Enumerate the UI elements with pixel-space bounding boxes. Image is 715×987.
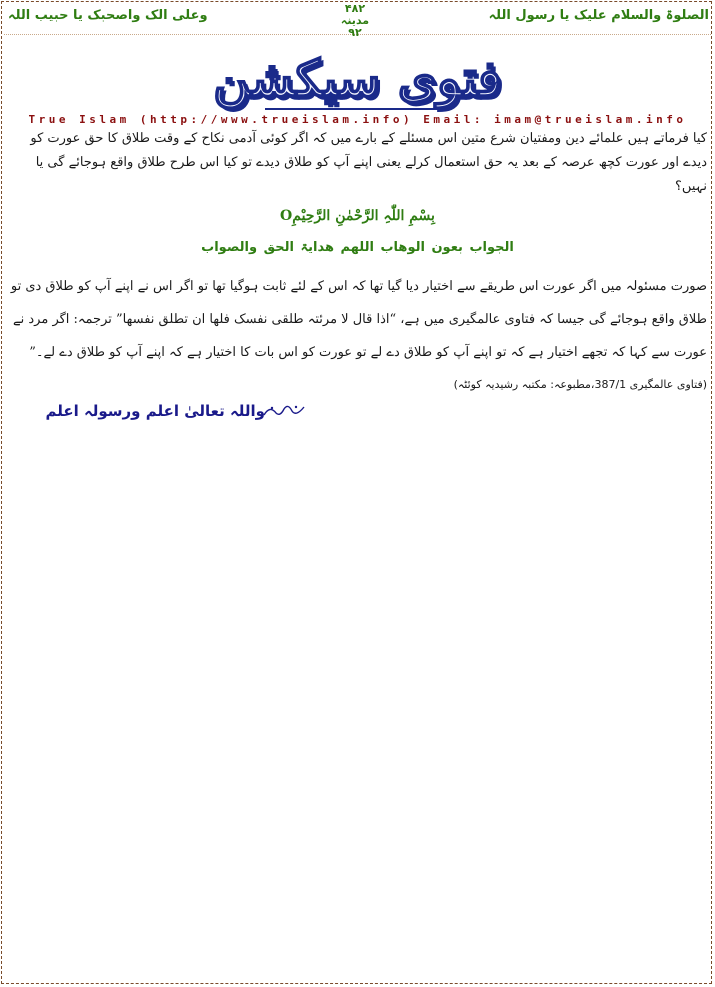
closing-statement: واللہ تعالیٰ اعلم ورسولہ اعلم: [45, 402, 265, 420]
fatwa-number: [330, 3, 380, 39]
fatwa-number-line2: مدینہ: [340, 14, 370, 27]
salutation-left: وعلی الک واصحبک یا حبیب اللہ: [8, 8, 208, 23]
title-wrap: [0, 50, 715, 110]
site-contact-line: True Islam (http://www.trueislam.info) Email: imam@trueislam.info: [28, 113, 687, 126]
reference-citation: (فتاوی عالمگیری 387/1،مطبوعہ: مکتبہ رشیدیہ کوئٹہ): [453, 378, 707, 391]
fatwa-number-line1: ۴۸۲: [344, 2, 366, 15]
question-text: کیا فرماتے ہیں علمائے دین ومفتیان شرع متین اس مسئلے کے بارے میں کہ اگر کوئی آدمی نکاح کے وقت طلاق کا حق عورت کو دیدے اور عورت کچھ عرصہ کے بعد یہ حق استعمال کرلے یعنی اپنے آپ کو طلاق دیدے تو کیا اس طرح طلاق واقع ہوجائے گی یا نہیں؟: [30, 131, 707, 194]
salutation-right: الصلوۃ والسلام علیک یا رسول اللہ: [488, 8, 709, 23]
bismillah: بِسْمِ اللّٰہِ الرَّحْمٰنِ الرَّحِیْمِO: [280, 208, 435, 224]
title-underline: [265, 108, 450, 110]
answer-text: صورت مسئولہ میں اگر عورت اس طریقے سے اختیار دیا گیا تھا کہ اس کے لئے ثابت ہوگیا تھا تو اگر اس نے اپنے آپ کو طلاق دی تو طلاق واقع ہوجائے گی جیسا کہ فتاوی عالمگیری میں ہے، “اذا قال لا مرئتہ طلقی نفسک فلھا ان تطلق نفسھا” ترجمہ: اگر مرد نے عورت سے کہا کہ تجھے اختیار ہے کہ تو اپنے آپ کو طلاق دے لے تو عورت کو اس بات کا اختیار ہے کہ اپنے آپ کو طلاق دے لے۔”: [10, 279, 707, 360]
page-title: فتوی سیکشن: [213, 49, 502, 108]
fatwa-number-line3: ۹۲: [348, 26, 362, 39]
answer-heading: الجواب بعون الوھاب اللھم ھدایۃ الحق والصواب: [201, 240, 514, 255]
salutation-seal-icon: [262, 403, 306, 419]
